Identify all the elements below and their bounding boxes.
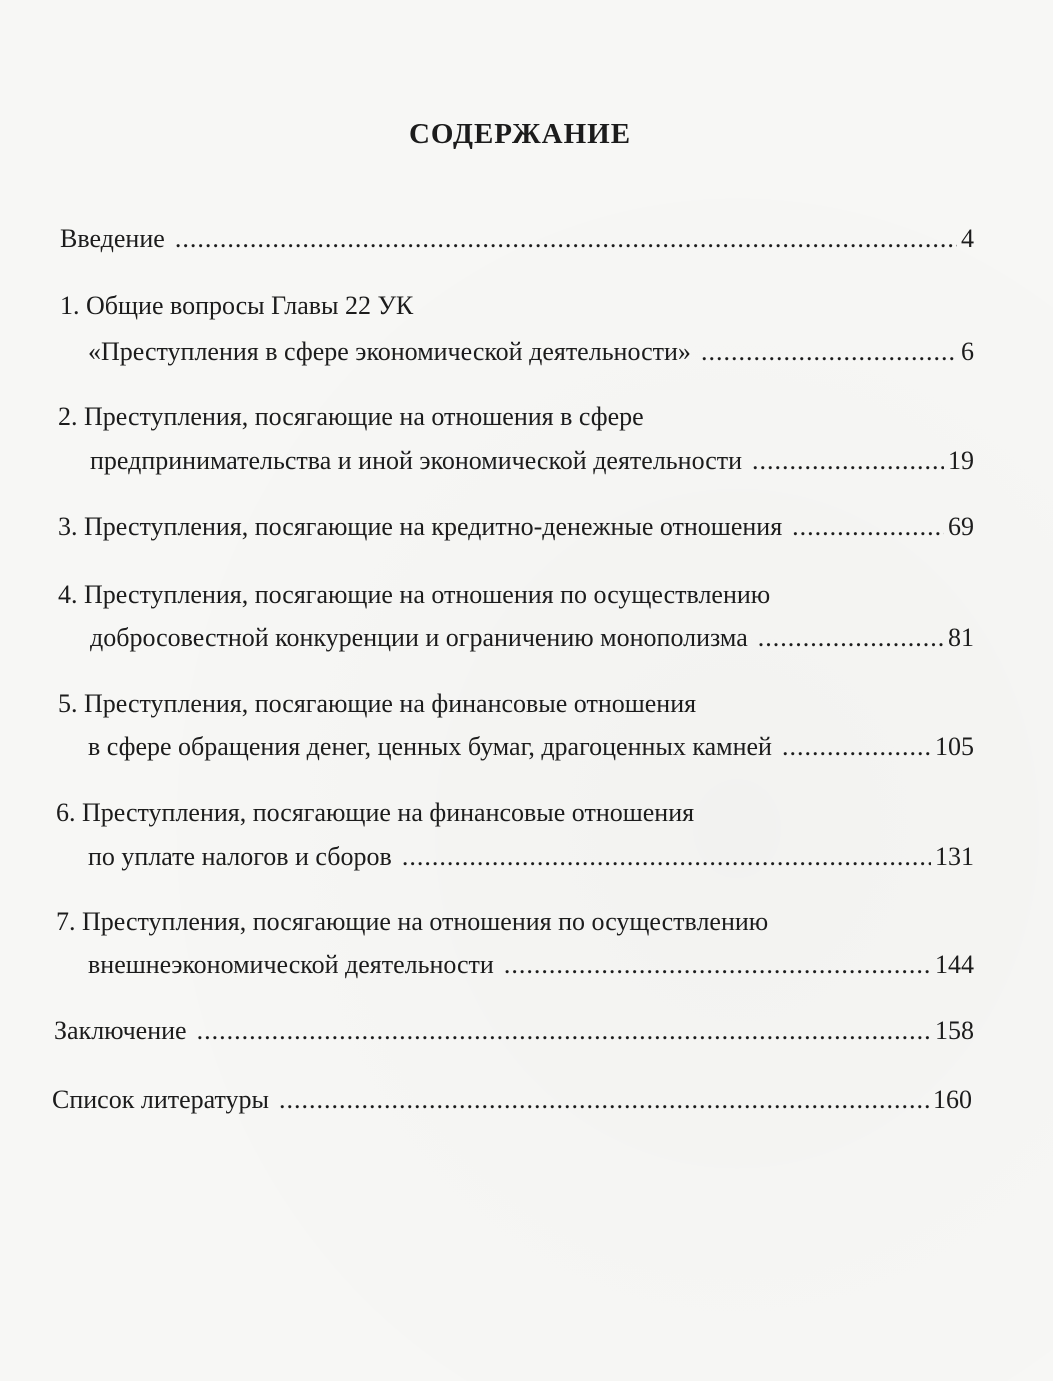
toc-page-number: 6 (961, 337, 974, 366)
toc-page-number: 69 (948, 512, 974, 541)
dot-leader (701, 335, 957, 369)
dot-leader (402, 840, 931, 874)
toc-entry-2-line-1: 2. Преступления, посягающие на отношения в сфере (58, 402, 644, 431)
toc-entry-text: добросовестной конкуренции и ограничению монополизма (90, 623, 748, 652)
dot-leader (752, 444, 944, 478)
page-title: СОДЕРЖАНИЕ (408, 118, 632, 150)
toc-entry-6-line-2 (88, 840, 974, 874)
toc-entry-5-line-1: 5. Преступления, посягающие на финансовые отношения (58, 689, 697, 718)
toc-entry-5-line-2 (88, 730, 974, 764)
toc-entry-7-line-1: 7. Преступления, посягающие на отношения по осуществлению (56, 907, 769, 936)
toc-entry-6-line-1: 6. Преступления, посягающие на финансовые отношения (56, 798, 695, 827)
toc-entry-conclusion (54, 1014, 974, 1048)
dot-leader (782, 730, 931, 764)
dot-leader (504, 948, 931, 982)
dot-leader (175, 222, 957, 256)
toc-page-number: 131 (935, 842, 974, 871)
toc-entry-text: в сфере обращения денег, ценных бумаг, драгоценных камней (88, 732, 772, 761)
toc-entry-text: внешнеэкономической деятельности (88, 950, 494, 979)
toc-entry-text: Введение (60, 224, 165, 253)
toc-entry-text: Список литературы (52, 1085, 269, 1114)
toc-entry-text: «Преступления в сфере экономической деятельности» (88, 337, 691, 366)
toc-entry-1-line-2 (88, 335, 974, 369)
dot-leader (197, 1014, 931, 1048)
toc-page-number: 105 (935, 732, 974, 761)
toc-entry-4-line-2 (90, 621, 974, 655)
toc-entry-text: 3. Преступления, посягающие на кредитно-денежные отношения (58, 512, 783, 541)
toc-page-number: 144 (935, 950, 974, 979)
toc-entry-text: предпринимательства и иной экономической деятельности (90, 446, 743, 475)
toc-entry-bibliography (52, 1083, 972, 1117)
toc-entry-2-line-2 (90, 444, 974, 478)
dot-leader (279, 1083, 929, 1117)
toc-entry-text: Заключение (54, 1016, 187, 1045)
toc-entry-1-line-1: 1. Общие вопросы Главы 22 УК (60, 291, 414, 320)
toc-page-number: 160 (933, 1085, 972, 1114)
toc-entry-3 (58, 510, 974, 544)
toc-entry-7-line-2 (88, 948, 974, 982)
toc-entry-introduction (60, 222, 974, 256)
toc-page-number: 4 (961, 224, 974, 253)
dot-leader (792, 510, 944, 544)
toc-entry-text: по уплате налогов и сборов (88, 842, 392, 871)
toc-page-number: 81 (948, 623, 974, 652)
toc-entry-4-line-1: 4. Преступления, посягающие на отношения по осуществлению (58, 580, 771, 609)
toc-page-number: 19 (948, 446, 974, 475)
toc-page-number: 158 (935, 1016, 974, 1045)
dot-leader (758, 621, 944, 655)
